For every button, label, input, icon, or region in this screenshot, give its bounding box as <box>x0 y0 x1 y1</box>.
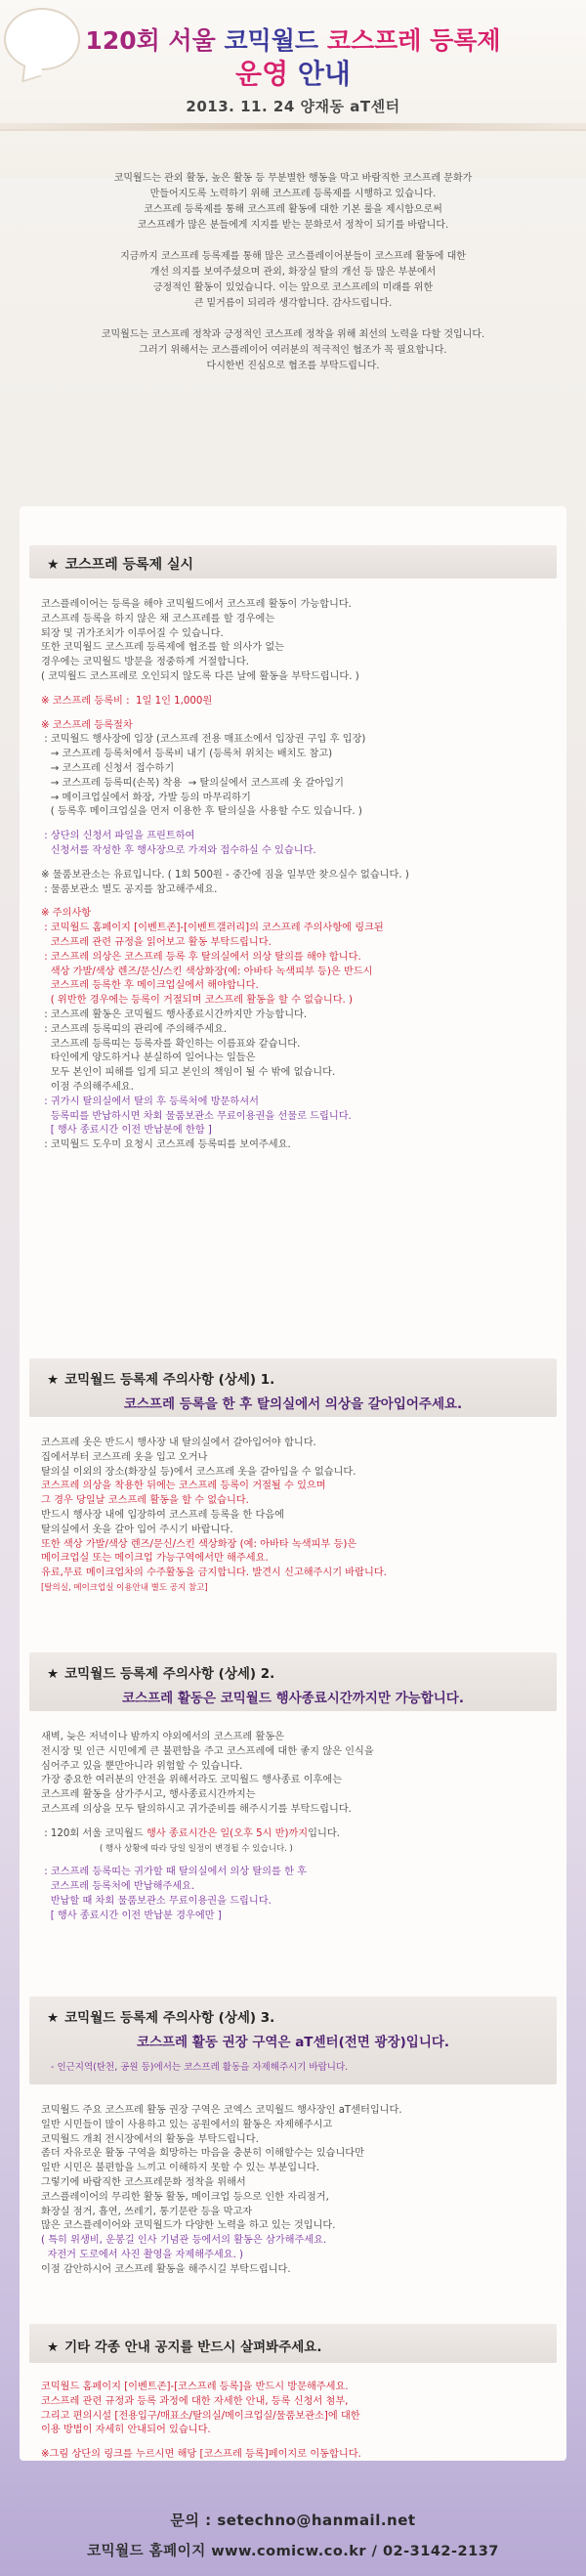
registration-process-title: ※ 코스프레 등록절차 <box>41 719 133 731</box>
section-3-title: ★ 코믹월드 등록제 주의사항 (상세) 2. <box>47 1666 275 1682</box>
event-venue: aT센터 <box>350 98 400 115</box>
star-icon: ★ <box>47 2010 60 2026</box>
star-icon: ★ <box>47 1372 60 1388</box>
section-2-title: ★ 코믹월드 등록제 주의사항 (상세) 1. <box>47 1372 275 1388</box>
header <box>0 0 586 178</box>
header-divider-thin <box>0 129 586 131</box>
section-4-title: ★ 코믹월드 등록제 주의사항 (상세) 3. <box>47 2010 275 2026</box>
section-1-title: ★ 코스프레 등록제 실시 <box>47 557 194 573</box>
section-3-subtitle: 코스프레 활동은 코믹월드 행사종료시간까지만 가능합니다. <box>122 1691 464 1706</box>
intro-para-3: 코믹월드는 코스프레 정착과 긍정적인 코스프레 정착을 위해 최선의 노력을 다할 것입니다. 그러기 위해서는 코스플레이어 여러분의 적극적인 협조가 꼭 필요합니다. 다시한번 진심으로 협조를 부탁드립니다. <box>101 329 485 371</box>
title-brand: 코믹월드 <box>224 26 319 55</box>
content-panel <box>20 506 566 2461</box>
link-hint: ※그림 상단의 링크를 누르시면 해당 [코스프레 등록]페이지로 이동합니다. <box>41 2449 361 2461</box>
title-event: 120회 서울 <box>85 26 216 55</box>
star-icon: ★ <box>47 2340 60 2355</box>
section-1-body: 코스플레이어는 등록을 해야 코믹월드에서 코스프레 활동이 가능합니다. 코스프레 등록을 하지 않은 채 코스프레를 할 경우에는 퇴장 및 귀가조치가 이루어질 수 있습니다. 또한 코믹월드 코스프레 등록제에 협조를 할 의사가 없는 경우에는 코믹월드 방문을 정중하게 거절합니다. ( 코믹월드 코스프레로 오인되지 않도록 다른 날에 활동을 부탁드립니다. ) ※ 코스프레 등록비 : 1일 1인 1,000원 ※ 코스프레 등록절차 : 코믹월드 행사장에 입장 (코스프레 전용 매표소에서 입장권 구입 후 입장) → 코스프레 등록처에서 등록비 내기 (등록처 위치는 배치도 참고) → 코스프레 신청서 접수하기 → 코스프레 등록띠(손목) 착용 → 탈의실에서 코스프레 옷 갈아입기 → 메이크업실에서 화장, 가발 등의 마무리하기 ( 등록후 메이크업실을 먼저 이용한 후 탈의실을 사용할 수도 있습니다. ) : 상단의 신청서 파일을 프린트하여 신청서를 작성한 후 행사장으로 가져와 접수하실 수 있습니다. ※ 물품보관소는 유료입니다. ( 1회 500원 - 중간에 짐을 일부만 찾으실수 없습니다. ) : 물품보관소 별도 공지를 참고해주세요. ※ 주의사항 : 코믹월드 홈페이지 [이벤트존]-[이벤트갤러리]의 코스프레 주의사항에 링크된 코스프레 관련 규정을 읽어보고 활동 부탁드립니다. : 코스프레 의상은 코스프레 등록 후 탈의실에서 의상 탈의를 해야 합니다. 색상 가발/색상 렌즈/문신/스킨 색상화장(예: 아바타 녹색피부 등)은 반드시 코스프레 등록한 후 메이크업실에서 해야합니다. ( 위반한 경우에는 등록이 거절되며 코스프레 활동을 할 수 없습니다. ) : 코스프레 활동은 코믹월드 행사종료시간까지만 가능합니다. : 코스프레 등록띠의 관리에 주의해주세요. 코스프레 등록띠는 등록자를 확인하는 이름표와 같습니다. 타인에게 양도하거나 분실하여 일어나는 일들은 모두 본인이 피해를 입게 되고 본인의 책임이 될 수 밖에 없습니다. 이점 주의해주세요. : 귀가시 탈의실에서 탈의 후 등록처에 방문하셔서 등록띠를 반납하시면 차회 물품보관소 무료이용권을 선물로 드립니다. [ 행사 종료시간 이전 반납분에 한함 ] : 코믹월드 도우미 요청시 코스프레 등록띠를 보여주세요. <box>41 598 545 1153</box>
title-operation: 운영 <box>235 58 289 90</box>
intro-para-2: 지금까지 코스프레 등록제를 통해 많은 코스플레이어분들이 코스프레 활동에 대한 개선 의지를 보여주셨으며 관외, 화장실 탈의 개선 등 많은 부분에서 긍정적인 활동이 있었습니다. 이는 앞으로 코스프레의 미래를 위한 큰 밑거름이 되리라 생각합니다. 감사드립니다. <box>120 251 466 309</box>
title-line-1 <box>0 21 586 57</box>
section-5-body: 코믹월드 홈페이지 [이벤트존]-[코스프레 등록]을 반드시 방문해주세요. 코스프레 관련 규정과 등록 과정에 대한 자세한 안내, 등록 신청서 첨부, 그리고 편의시설 [전용입구/매표소/탈의실/메이크업실/물품보관소]에 대한 이용 방법이 자세히 안내되어 있습니다. ※그림 상단의 링크를 누르시면 해당 [코스프레 등록]페이지로 이동합니다. <box>41 2381 545 2463</box>
notice-title: ※ 주의사항 <box>41 908 92 920</box>
section-1-header <box>29 545 557 579</box>
section-5-title: ★ 기타 각종 안내 공지를 반드시 살펴봐주세요. <box>47 2340 322 2355</box>
section-4-note: - 인근지역(탄천, 공원 등)에서는 코스프레 활동을 자제해주시기 바랍니다. <box>51 2062 349 2073</box>
section-2-body: 코스프레 옷은 반드시 행사장 내 탈의실에서 갈아입어야 합니다. 집에서부터 코스프레 옷을 입고 오거나 탈의실 이외의 장소(화장실 등)에서 코스프레 옷을 갈아입을 수 없습니다. 코스프레 의상을 착용한 뒤에는 코스프레 등록이 거절될 수 있으며 그 경우 당일날 코스프레 활동을 할 수 없습니다. 반드시 행사장 내에 입장하여 코스프레 등록을 한 다음에 탈의실에서 옷을 갈아 입어 주시기 바랍니다. 또한 색상 가발/색상 렌즈/문신/스킨 색상화장 (예: 아바타 녹색피부 등)은 메이크업실 또는 메이크업 가능구역에서만 해주세요. 유료,무료 메이크업차의 수주활동을 금지합니다. 발견시 신고해주시기 바랍니다. [탈의실, 메이크업실 이용안내 별도 공지 참고] <box>41 1438 387 1593</box>
intro <box>0 171 586 390</box>
section-2-subtitle: 코스프레 등록을 한 후 탈의실에서 의상을 갈아입어주세요. <box>123 1396 463 1412</box>
homepage-info[interactable]: 코믹월드 홈페이지 www.comicw.co.kr / 02-3142-2137 <box>87 2544 499 2559</box>
star-icon: ★ <box>47 557 60 573</box>
section-3-body: 새벽, 늦은 저녁이나 밤까지 야외에서의 코스프레 활동은 전시장 및 인근 시민에게 큰 불편함을 주고 코스프레에 대한 좋지 않은 인식을 심어주고 있을 뿐만아니라 위험할 수 있습니다. 가장 중요한 여러분의 안전을 위해서라도 코믹월드 행사종료 이후에는 코스프레 활동을 삼가주시고, 행사종료시간까지는 코스프레 의상을 모두 탈의하시고 귀가준비를 해주시기를 부탁드립니다. : 120회 서울 코믹월드 행사 종료시간은 일(오후 5시 반)까지입니다. ( 행사 상황에 따라 당일 일정이 변경될 수 있습니다. ) : 코스프레 등록띠는 귀가할 때 탈의실에서 의상 탈의를 한 후 코스프레 등록처에 반납해주세요. 반납할 때 차회 물품보관소 무료이용권을 드립니다. [ 행사 종료시간 이전 반납분 경우에만 ] <box>41 1732 374 1921</box>
star-icon: ★ <box>47 1666 60 1682</box>
title-cosplay: 코스프레 등록제 <box>326 26 501 55</box>
section-2-header <box>29 1358 557 1417</box>
section-4-header <box>29 1996 557 2084</box>
intro-para-1: 코믹월드는 관외 활동, 높은 활동 등 무분별한 행동을 막고 바람직한 코스프레 문화가 만들어지도록 노력하기 위해 코스프레 등록제를 시행하고 있습니다. 코스프레 등록제를 통해 코스프레 활동에 대한 기본 룰을 제시함으로써 코스프레가 많은 분들에게 지지를 받는 문화로서 정착이 되기를 바랍니다. <box>113 173 473 231</box>
section-3-header <box>29 1653 557 1711</box>
registration-fee: ※ 코스프레 등록비 : 1일 1인 1,000원 <box>41 695 213 707</box>
event-place: 양재동 <box>300 98 345 115</box>
event-date: 2013. 11. 24 <box>186 98 295 115</box>
section-5-header <box>29 2324 557 2363</box>
contact-email[interactable]: 문의 : setechno@hanmail.net <box>170 2512 416 2529</box>
footer <box>0 2482 586 2560</box>
event-date-place <box>0 96 586 116</box>
section-4-subtitle: 코스프레 활동 권장 구역은 aT센터(전면 광장)입니다. <box>136 2035 450 2050</box>
title-guide: 안내 <box>297 58 351 90</box>
section-4-body: 코믹월드 주요 코스프레 활동 권장 구역은 코엑스 코믹월드 행사장인 aT센터입니다. 일반 시민들이 많이 사용하고 있는 공원에서의 활동은 자제해주시고 코믹월드 개최 전시장에서의 활동을 부탁드립니다. 좀더 자유로운 활동 구역을 희망하는 마음을 충분히 이해할수는 있습니다만 일반 시민은 불편함을 느끼고 이해하지 못할 수 있는 부분입니다. 그렇기에 바람직한 코스프레문화 정착을 위해서 코스플레이어의 무리한 활동 활동, 메이크업 등으로 인한 자리점거, 화장실 점거, 흡연, 쓰레기, 통기문란 등을 막고자 많은 코스플레이어와 코믹월드가 다양한 노력을 하고 있는 것입니다. ( 특히 위생비, 운봉길 인사 기념관 등에서의 활동은 삼가해주세요. 자전거 도로에서 사진 촬영을 자제해주세요. ) 이점 감안하시어 코스프레 활동을 해주시길 부탁드립니다. <box>41 2105 402 2275</box>
title-line-2 <box>0 53 586 92</box>
